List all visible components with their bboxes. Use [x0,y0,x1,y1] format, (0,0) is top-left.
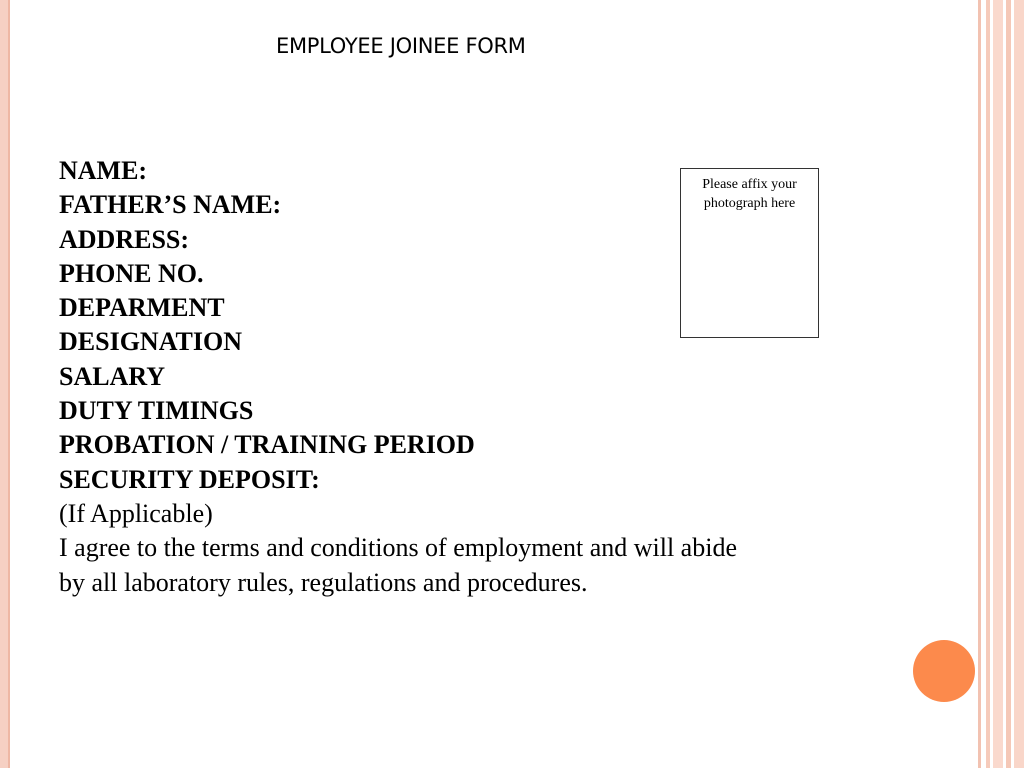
field-security-deposit-label: SECURITY DEPOSIT: [59,464,320,494]
photo-box-text-line1: Please affix your [702,177,797,192]
agreement-line-1: I agree to the terms and conditions of employment and will abide [59,533,737,563]
orange-circle-decoration [913,640,975,702]
field-phone-label: PHONE NO. [59,258,204,288]
photo-box-text-line2: photograph here [703,196,796,211]
field-department-label: DEPARMENT [59,293,225,323]
form-title: EMPLOYEE JOINEE FORM [276,34,526,58]
field-salary-label: SALARY [59,361,165,391]
right-frame-border [978,0,1024,768]
field-name-label: NAME: [59,156,148,185]
field-designation-label: DESIGNATION [59,327,243,357]
if-applicable-note: (If Applicable) [59,498,213,528]
left-frame-line [8,0,10,768]
field-probation-label: PROBATION / TRAINING PERIOD [59,430,475,460]
field-address-label: ADDRESS: [59,224,190,254]
agreement-line-2: by all laboratory rules, regulations and procedures. [59,567,588,597]
field-duty-timings-label: DUTY TIMINGS [59,396,254,426]
field-fathers-name-label: FATHER’S NAME: [59,190,282,220]
photo-placeholder-box [680,168,819,338]
